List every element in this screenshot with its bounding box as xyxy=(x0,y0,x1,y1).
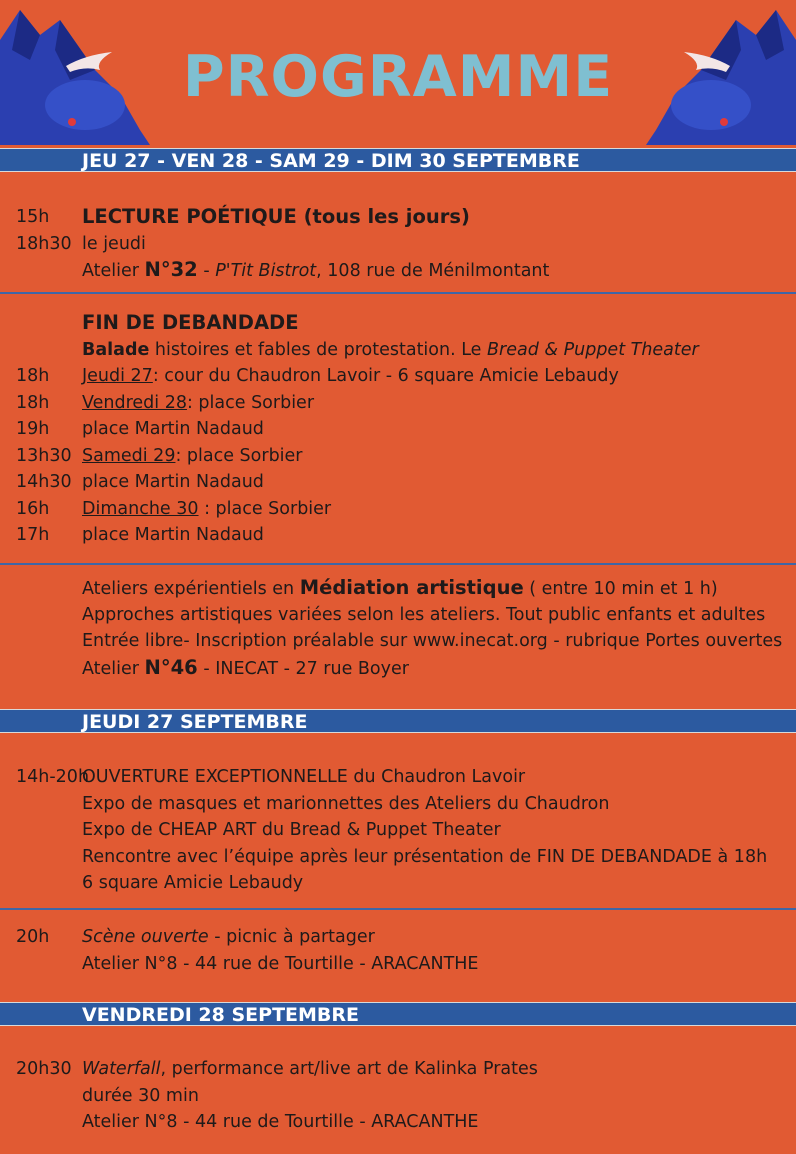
section-fin-de-debandade xyxy=(0,310,796,549)
event-detail: le jeudi xyxy=(82,233,146,254)
event-venue: Atelier N°32 - P'Tit Bistrot, 108 rue de Ménilmontant xyxy=(82,258,550,281)
event-title: OUVERTURE EXCEPTIONNELLE du Chaudron Lavoir xyxy=(82,767,526,787)
event-title: LECTURE POÉTIQUE (tous les jours) xyxy=(82,205,470,228)
event-detail: Approches artistiques variées selon les ateliers. Tout public enfants et adultes xyxy=(82,604,766,625)
schedule-row: Samedi 29: place Sorbier xyxy=(82,445,303,466)
time-label: 20h30 xyxy=(16,1059,72,1079)
date-band-jeudi: JEUDI 27 SEPTEMBRE xyxy=(0,709,796,733)
divider xyxy=(0,292,796,294)
section-ateliers xyxy=(0,575,796,681)
page-title: PROGRAMME xyxy=(182,44,614,110)
section-waterfall xyxy=(0,1056,796,1136)
schedule-row: place Martin Nadaud xyxy=(82,472,264,492)
section-ouverture xyxy=(0,764,796,897)
divider xyxy=(0,563,796,565)
time-label: 15h xyxy=(16,207,50,227)
event-detail: durée 30 min xyxy=(82,1085,199,1106)
blue-pig-image-right xyxy=(634,0,796,145)
event-title: FIN DE DEBANDADE xyxy=(82,311,299,334)
time-label: 13h30 xyxy=(16,445,72,466)
time-label: 18h xyxy=(16,392,50,413)
header xyxy=(0,0,796,148)
event-title: Ateliers expérientiels en Médiation artistique ( entre 10 min et 1 h) xyxy=(82,576,718,599)
time-label: 19h xyxy=(16,419,50,439)
time-label: 17h xyxy=(16,525,50,545)
event-venue: Atelier N°8 - 44 rue de Tourtille - ARACANTHE xyxy=(82,953,479,974)
time-label: 14h30 xyxy=(16,472,72,492)
section-scene-ouverte xyxy=(0,924,796,977)
schedule-row: place Martin Nadaud xyxy=(82,419,264,439)
time-label: 20h xyxy=(16,927,50,947)
event-title: Waterfall, performance art/live art de Kalinka Prates xyxy=(82,1059,538,1079)
event-venue: Atelier N°46 - INECAT - 27 rue Boyer xyxy=(82,655,409,679)
event-venue: 6 square Amicie Lebaudy xyxy=(82,873,304,893)
schedule-row: Vendredi 28: place Sorbier xyxy=(82,392,315,413)
schedule-row: Jeudi 27: cour du Chaudron Lavoir - 6 square Amicie Lebaudy xyxy=(82,366,619,386)
event-venue: Atelier N°8 - 44 rue de Tourtille - ARACANTHE xyxy=(82,1112,479,1132)
divider xyxy=(0,908,796,910)
event-detail: Expo de CHEAP ART du Bread & Puppet Theater xyxy=(82,820,501,840)
date-band-all-days: JEU 27 - VEN 28 - SAM 29 - DIM 30 SEPTEMBRE xyxy=(0,148,796,172)
schedule-row: Dimanche 30 : place Sorbier xyxy=(82,498,332,519)
date-band-vendredi: VENDREDI 28 SEPTEMBRE xyxy=(0,1002,796,1026)
schedule-row: place Martin Nadaud xyxy=(82,525,264,545)
event-detail: Rencontre avec l’équipe après leur présentation de FIN DE DEBANDADE à 18h xyxy=(82,846,768,867)
time-label: 16h xyxy=(16,498,50,519)
event-detail: Expo de masques et marionnettes des Ateliers du Chaudron xyxy=(82,793,610,814)
event-title: Scène ouverte - picnic à partager xyxy=(82,927,375,947)
time-label: 18h30 xyxy=(16,233,72,254)
time-label: 14h-20h xyxy=(16,767,90,787)
event-subtitle: Balade histoires et fables de protestation. Le Bread & Puppet Theater xyxy=(82,339,699,360)
section-lecture xyxy=(0,204,796,284)
event-detail: Entrée libre- Inscription préalable sur www.inecat.org - rubrique Portes ouvertes xyxy=(82,631,783,651)
time-label: 18h xyxy=(16,366,50,386)
